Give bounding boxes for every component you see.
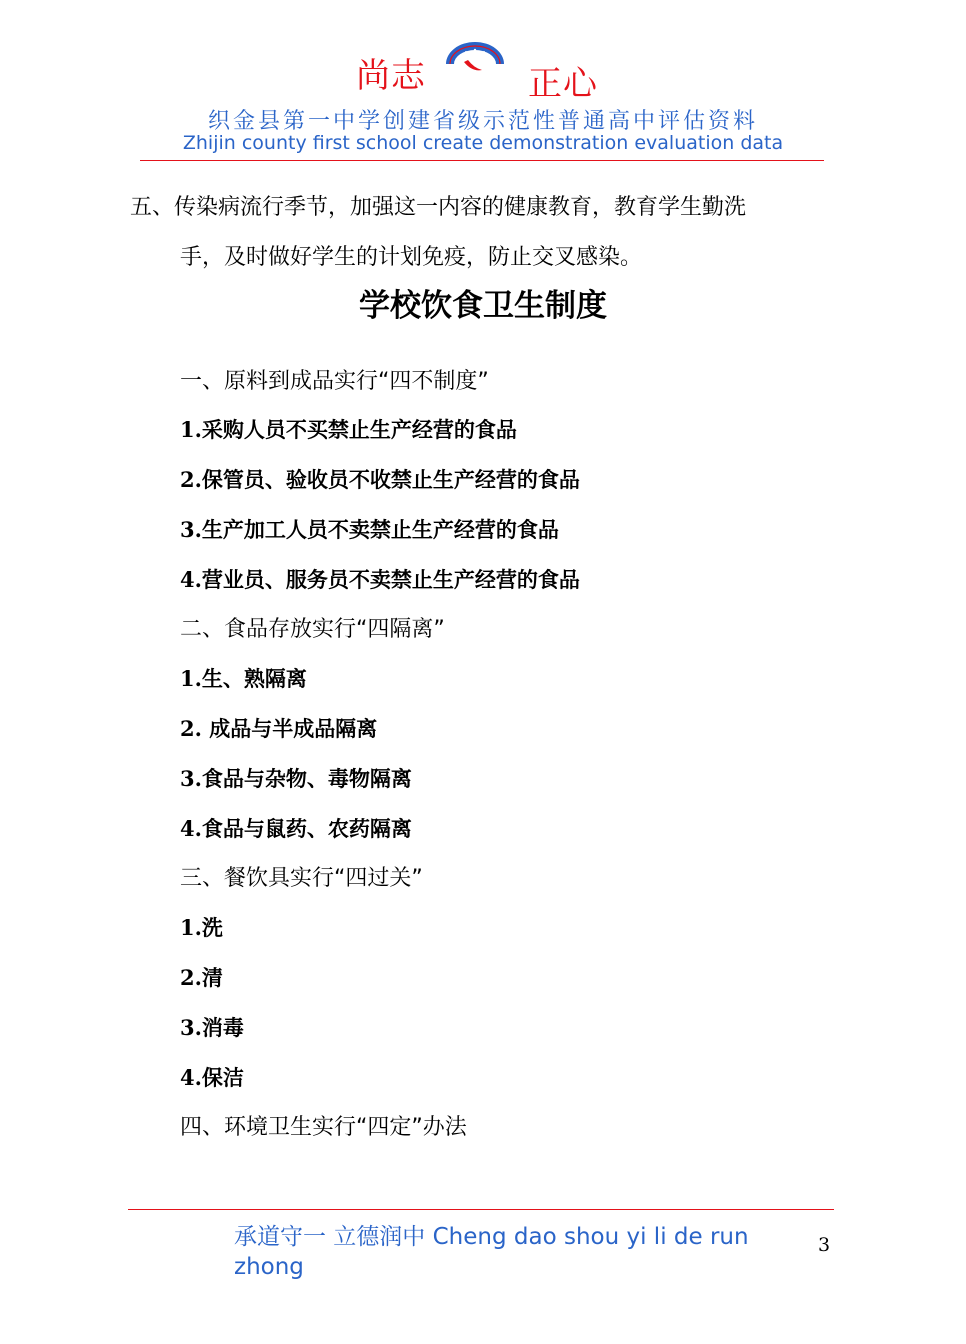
para5-line1: 五、传染病流行季节，加强这一内容的健康教育，教育学生勤洗 [130, 195, 747, 220]
section-3-item: 4.保洁 [180, 1065, 244, 1090]
page-number: 3 [818, 1234, 831, 1256]
section-2-item: 1.生、熟隔离 [180, 666, 307, 691]
section-1-item: 1.采购人员不买禁止生产经营的食品 [180, 417, 517, 442]
section-3-item: 1.洗 [180, 915, 223, 940]
header-title-cn: 织金县第一中学创建省级示范性普通高中评估资料 [207, 109, 758, 134]
section-2-item: 3.食品与杂物、毒物隔离 [180, 766, 412, 791]
para5-line2: 手，及时做好学生的计划免疫，防止交叉感染。 [180, 245, 643, 270]
header-title-en: Zhijin county first school create demonstration evaluation data [182, 132, 784, 154]
section-2-item: 2. 成品与半成品隔离 [180, 716, 378, 741]
footer-divider [128, 1209, 834, 1210]
section-2-heading: 二、食品存放实行“四隔离” [180, 617, 445, 642]
header-divider [140, 160, 824, 161]
section-1-heading: 一、原料到成品实行“四不制度” [180, 369, 489, 394]
section-1-item: 2.保管员、验收员不收禁止生产经营的食品 [180, 467, 580, 492]
section-1-item: 3.生产加工人员不卖禁止生产经营的食品 [180, 517, 559, 542]
motto-left: 尚志 [356, 56, 426, 96]
footer-motto: 承道守一 立德润中 Cheng dao shou yi li de run zhong [234, 1224, 749, 1280]
section-2-item: 4.食品与鼠药、农药隔离 [180, 816, 412, 841]
school-logo-icon [442, 40, 508, 76]
section-3-heading: 三、餐饮具实行“四过关” [180, 866, 423, 891]
section-1-item: 4.营业员、服务员不卖禁止生产经营的食品 [180, 567, 580, 592]
section-3-item: 3.消毒 [180, 1015, 244, 1040]
section-3-item: 2.清 [180, 965, 223, 990]
motto-right: 正心 [528, 64, 598, 104]
document-title: 学校饮食卫生制度 [359, 288, 607, 324]
section-4-heading: 四、环境卫生实行“四定”办法 [180, 1115, 467, 1140]
